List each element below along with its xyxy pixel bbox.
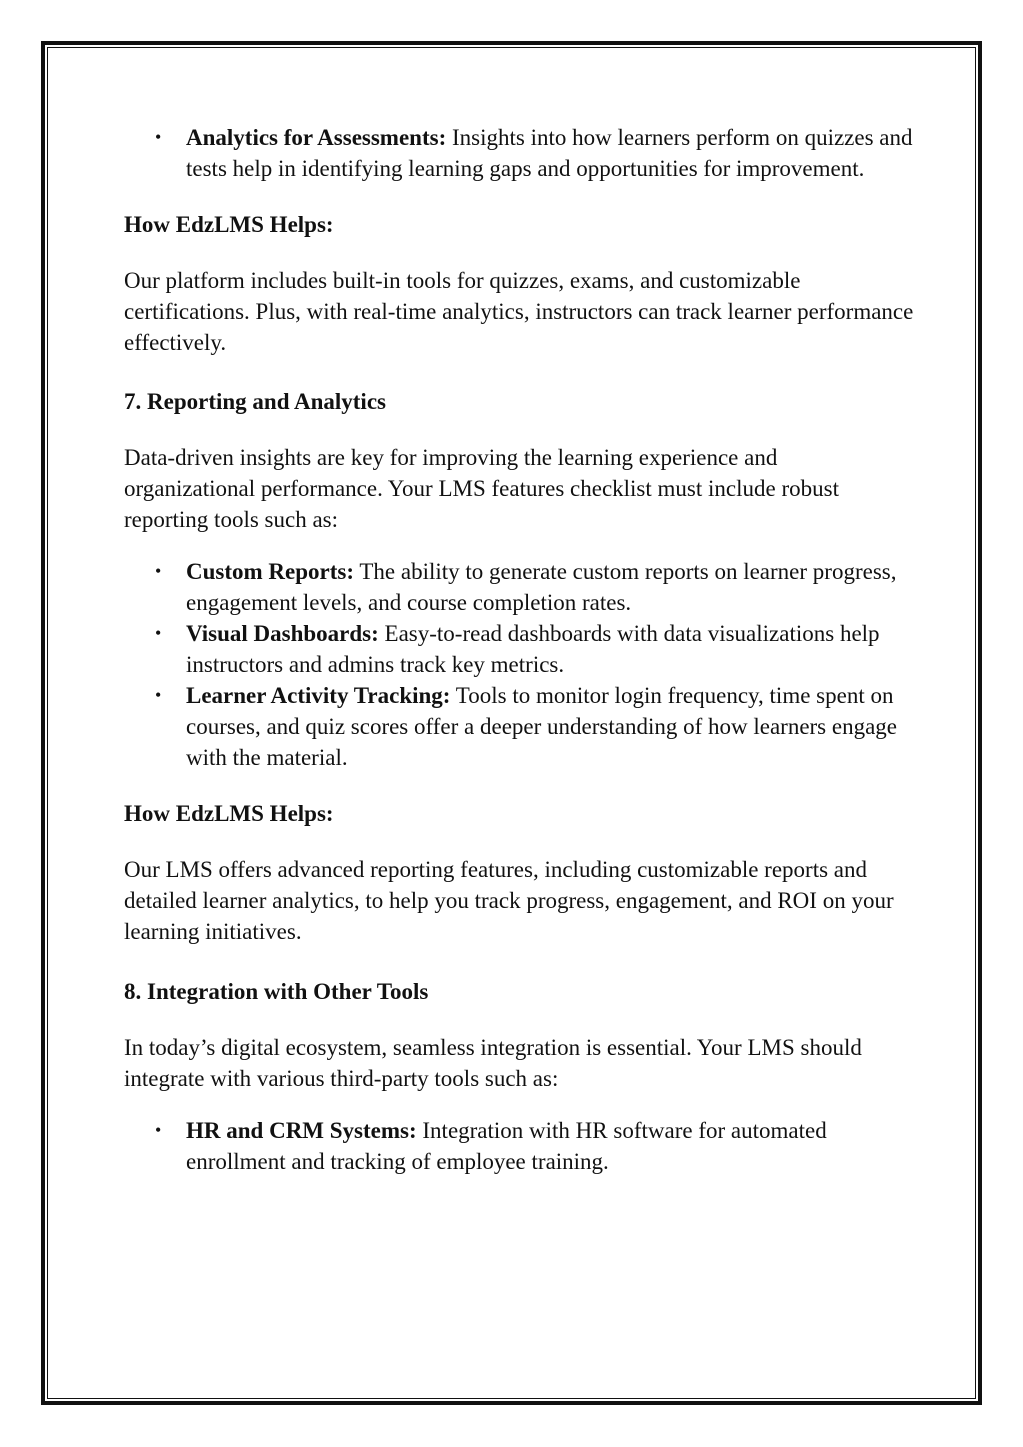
helps-paragraph: Our LMS offers advanced reporting features, including customizable reports and detailed learner analytics, to help you track progress, engagement, and ROI on your learning initiatives. bbox=[124, 857, 894, 944]
bullet-term: Analytics for Assessments: bbox=[186, 125, 447, 150]
list-item bbox=[155, 556, 914, 618]
list-item bbox=[155, 618, 914, 680]
section-8-intro: In today’s digital ecosystem, seamless integration is essential. Your LMS should integrate with various third-party tools such as: bbox=[124, 1035, 862, 1091]
list-item bbox=[155, 680, 914, 773]
section-8-heading: 8. Integration with Other Tools bbox=[124, 979, 429, 1004]
bullet-term: Custom Reports: bbox=[186, 559, 355, 584]
assessment-bullet-list bbox=[124, 122, 914, 184]
bullet-icon: • bbox=[155, 685, 162, 705]
bullet-term: Visual Dashboards: bbox=[186, 621, 379, 646]
bullet-text: Easy-to-read dashboards with data visualizations help instructors and admins track key metrics. bbox=[186, 621, 880, 677]
bullet-text: The ability to generate custom reports on learner progress, engagement levels, and course completion rates. bbox=[186, 559, 897, 615]
bullet-text: Insights into how learners perform on quizzes and tests help in identifying learning gaps and opportunities for improvement. bbox=[186, 125, 913, 181]
bullet-term: HR and CRM Systems: bbox=[186, 1118, 417, 1143]
bullet-icon: • bbox=[155, 127, 162, 147]
bullet-icon: • bbox=[155, 1120, 162, 1140]
bullet-icon: • bbox=[155, 623, 162, 643]
list-item bbox=[155, 1115, 914, 1177]
section-7-bullet-list bbox=[124, 556, 914, 773]
helps-heading: How EdzLMS Helps: bbox=[124, 801, 334, 826]
section-7-intro: Data-driven insights are key for improving the learning experience and organizational performance. Your LMS features checklist must include robust reporting tools such as: bbox=[124, 445, 839, 532]
bullet-icon: • bbox=[155, 561, 162, 581]
section-8-bullet-list bbox=[124, 1115, 914, 1177]
bullet-term: Learner Activity Tracking: bbox=[186, 683, 451, 708]
bullet-text: Tools to monitor login frequency, time spent on courses, and quiz scores offer a deeper understanding of how learners engage with the material. bbox=[186, 683, 898, 770]
section-7-heading: 7. Reporting and Analytics bbox=[124, 389, 386, 414]
document-body bbox=[124, 122, 914, 1177]
helps-heading: How EdzLMS Helps: bbox=[124, 212, 334, 237]
bullet-text: Integration with HR software for automated enrollment and tracking of employee training. bbox=[186, 1118, 827, 1174]
list-item bbox=[155, 122, 914, 184]
helps-paragraph: Our platform includes built-in tools for quizzes, exams, and customizable certifications. Plus, with real-time analytics, instructors can track learner performance effectively. bbox=[124, 268, 914, 355]
